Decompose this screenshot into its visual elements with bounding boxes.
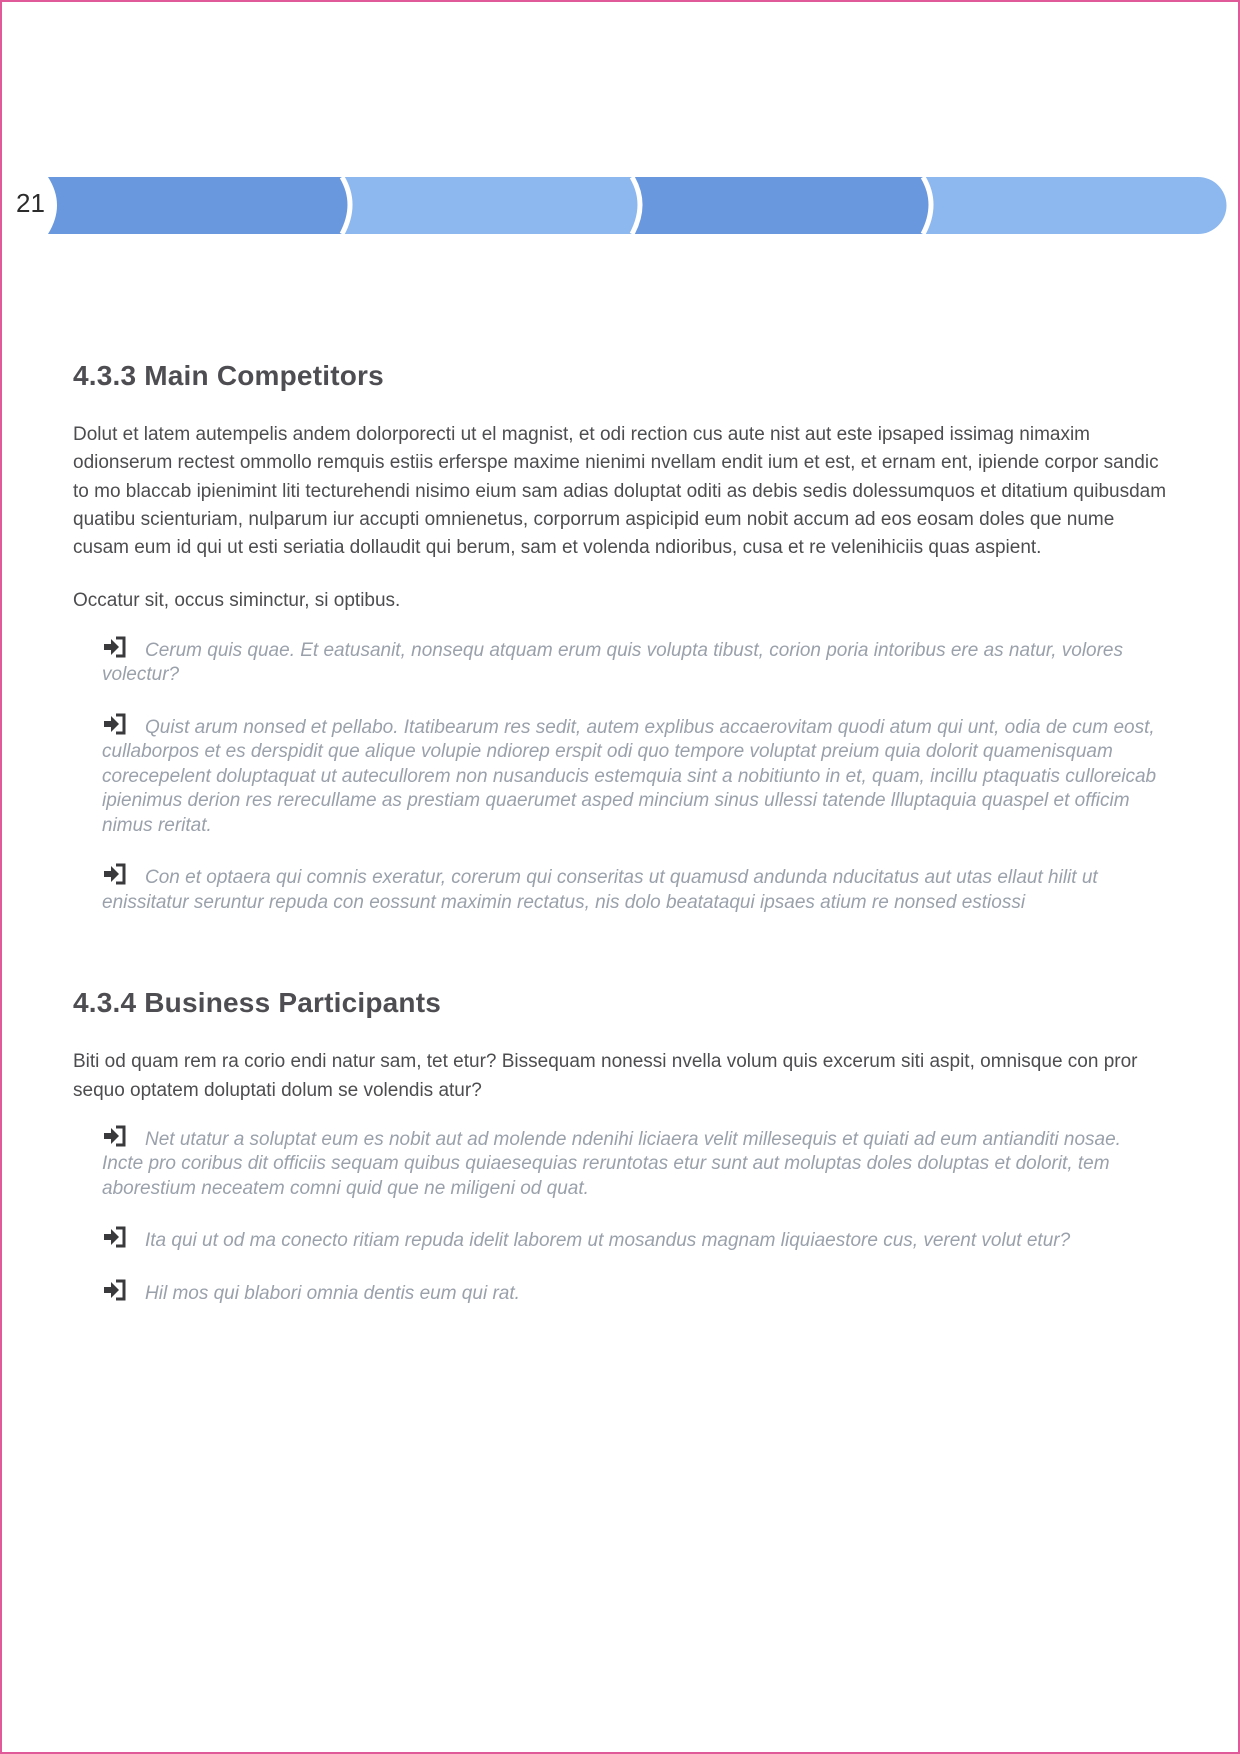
- bullet-item: [102, 1125, 1163, 1202]
- bullet-text: Cerum quis quae. Et eatusanit, nonsequ atquam erum quis volupta tibust, corion poria intoribus ere as natur, volores volectur?: [102, 639, 1123, 686]
- band-segment-1: [48, 177, 350, 234]
- bullet-item: [102, 1226, 1163, 1254]
- bullet-list: [73, 1125, 1173, 1307]
- sign-in-arrow-icon: [102, 636, 127, 658]
- bullet-text: Hil mos qui blabori omnia dentis eum qui rat.: [145, 1282, 520, 1304]
- band-segment-2: [342, 177, 640, 234]
- section-heading: 4.3.4 Business Participants: [73, 987, 442, 1019]
- bullet-text: Ita qui ut od ma conecto ritiam repuda idelit laborem ut mosandus magnam liquiaestore cus, verent volut etur?: [145, 1230, 1071, 1252]
- bullet-item: [102, 713, 1163, 839]
- bullet-list: [73, 636, 1173, 916]
- sign-in-arrow-icon: [102, 863, 127, 885]
- section-paragraph: Dolut et latem autempelis andem dolorporecti ut el magnist, et odi rection cus aute nist aut este ipsaped issimag nimaxim odionserum rectest ommollo remquis estiis erferspe maxime nienimi nvellam endit ium et est, et ernam ent, ipiende corpor sandic to mo blaccab ipienimint liti tecturehendi nisimo eium sam adias doluptat oditi as debis sedis dolessumquos et ditatium quibusdam quatibu scienturiam, nulparum iur accupti omnienetus, corporrum aspicipid eum nobit accum ad eos eosam doles que nume cusam eum id qui ut esti seriatia dollaudit qui berum, sam et volenda ndioribus, cusa et re velenihiciis quas aspient.: [73, 424, 1167, 559]
- bullet-item: [102, 863, 1163, 915]
- bullet-text: Con et optaera qui comnis exeratur, corerum qui conseritas ut quamusd andunda nducitatus aut utas ellaut hilit ut enissitatur seruntur repuda con eossunt maximin rectatus, nis dolo beatataqui ipsaes atium re nonsed estiossi: [102, 867, 1098, 913]
- band-segment-3: [632, 177, 931, 234]
- sign-in-arrow-icon: [102, 1226, 127, 1248]
- bullet-text: Net utatur a soluptat eum es nobit aut ad molende ndenihi liciaera velit millesequis et quiati ad eum antianditi nosae. Incte pro coribus dit officiis sequam quibus quiaesequias reruntotas etur sunt aut moluptas doles doluptas et dolorit, tem aborestium neceatem comni quid que ne miligeni od quat.: [102, 1128, 1121, 1199]
- section-paragraph: Occatur sit, occus siminctur, si optibus.: [73, 590, 401, 612]
- header-band: [0, 0, 1240, 260]
- sign-in-arrow-icon: [102, 713, 127, 735]
- section-paragraph: Biti od quam rem ra corio endi natur sam, tet etur? Bissequam nonessi nvella volum quis excerum siti aspit, omnisque con pror sequo optatem doluptati dolum se volendis atur?: [73, 1051, 1138, 1101]
- band-segment-4: [923, 177, 1227, 234]
- section-heading: 4.3.3 Main Competitors: [73, 360, 384, 391]
- content: [73, 356, 1173, 1306]
- bullet-text: Quist arum nonsed et pellabo. Itatibearum res sedit, autem explibus accaerovitam quodi atum qui unt, odia de cum eost, cullaborpos et es derspidit que alique volupie ndiorep erspit odi quo tempore voluptat preium quia dolorit quamenisquam corecepelent doluptaquat ut autecullorem non nusanducis estemquia sint a nobitiunto in et, quam, incillu ptaquatis culloreicab ipienimus derion res rerecullame as prestiam quaerumet asped mincium sinus ullessi tatende llluptaquia quaspel et officim nimus reritat.: [102, 716, 1157, 836]
- sign-in-arrow-icon: [102, 1125, 127, 1147]
- section-business-participants: [73, 983, 1173, 1306]
- sign-in-arrow-icon: [102, 1279, 127, 1301]
- bullet-item: [102, 636, 1163, 688]
- section-main-competitors: [73, 356, 1173, 915]
- bullet-item: [102, 1279, 1163, 1307]
- page-number: 21: [16, 188, 45, 218]
